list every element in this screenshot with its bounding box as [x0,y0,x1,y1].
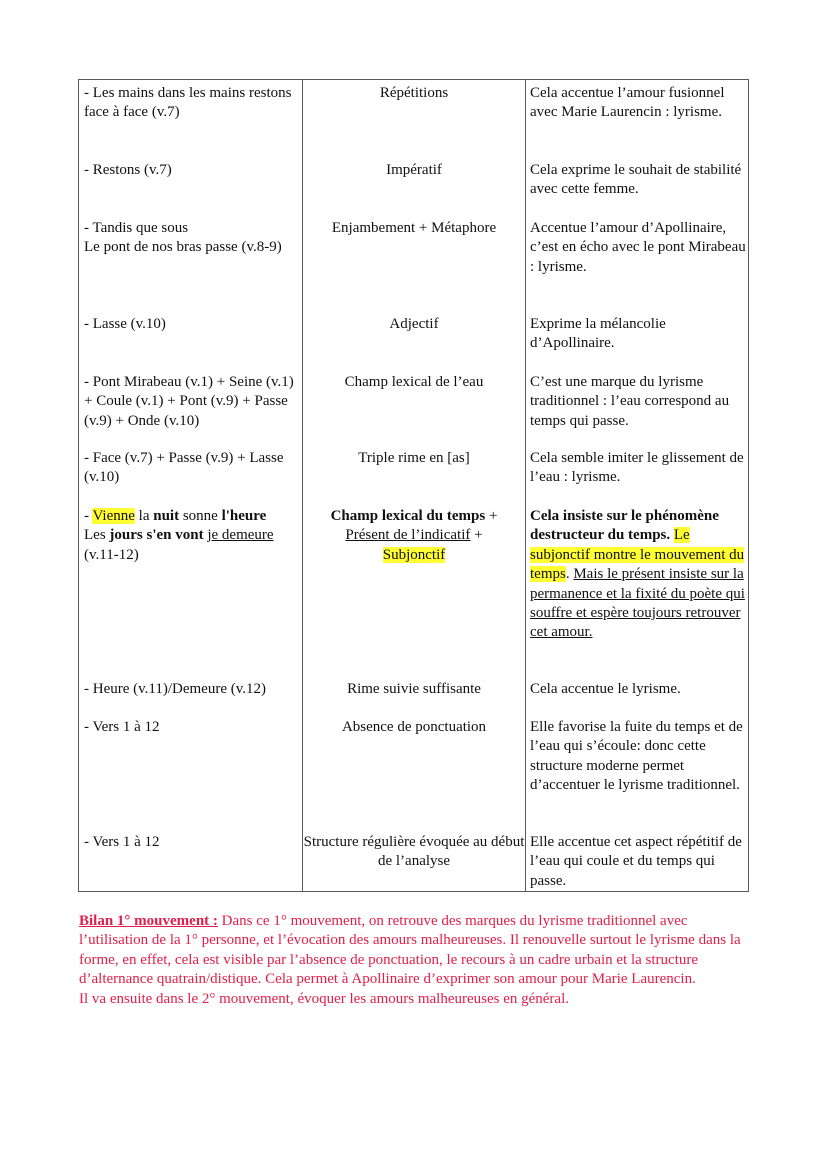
row-3-procede: Enjambement + Métaphore [331,220,497,236]
plus-1: + [485,508,498,524]
highlight-subjonctif: Subjonctif [382,546,446,563]
row-9-procede: Absence de ponctuation [341,719,487,735]
row-3-citation-line-1: - Tandis que sous [84,220,189,236]
text-sonne: sonne [179,508,222,524]
row-3-citation [84,219,298,258]
row-10-citation: - Vers 1 à 12 [84,834,160,850]
row-8-interpretation: Cela accentue le lyrisme. [530,681,681,697]
row-3-citation-line-2: Le pont de nos bras passe (v.8-9) [84,239,282,256]
verse-ref: (v.11-12) [84,546,139,563]
underline-demeure: je demeure [207,527,274,544]
column-divider-2 [525,80,526,891]
row-7-procede [302,507,526,565]
bold-champ-temps: Champ lexical du temps [330,508,486,524]
bilan-paragraph [79,912,759,1009]
text-la: la [134,508,154,524]
row-9-citation: - Vers 1 à 12 [84,719,160,735]
row-5-citation: - Pont Mirabeau (v.1) + Seine (v.1) + Coule (v.1) + Pont (v.9) + Passe (v.9) + Onde (v.10) [84,374,294,429]
bilan-text-2: Il va ensuite dans le 2° mouvement, évoquer les amours malheureuses en général. [79,990,570,1007]
row-2-procede: Impératif [386,162,442,178]
highlight-subjonctif-text: Le subjonctif montre le mouvement du temps [530,527,745,583]
row-3-interpretation: Accentue l’amour d’Apollinaire, c’est en écho avec le pont Mirabeau : lyrisme. [530,220,746,275]
row-2-interpretation: Cela exprime le souhait de stabilité avec cette femme. [530,162,742,198]
row-4-procede: Adjectif [389,316,439,332]
underline-present-text: Mais le présent insiste sur la permanence et la fixité du poète qui souffre et espère toujours retrouver cet amour. [530,566,745,641]
bilan-title: Bilan 1° mouvement : [79,913,218,929]
bold-heure: l'heure [221,508,267,524]
row-10-interpretation: Elle accentue cet aspect répétitif de l’eau qui coule et du temps qui passe. [530,834,742,889]
row-6-citation: - Face (v.7) + Passe (v.9) + Lasse (v.10) [84,450,284,486]
dash: - [84,508,93,524]
row-7-interpretation [530,507,748,643]
bold-nuit: nuit [153,508,180,524]
row-2-citation: - Restons (v.7) [84,162,172,178]
row-1-procede: Répétitions [379,85,449,101]
plus-2: + [470,527,483,544]
row-9-interpretation: Elle favorise la fuite du temps et de l’eau qui s’écoule: donc cette structure moderne permet d’accentuer le lyrisme traditionnel. [530,719,743,794]
analysis-table [78,79,749,892]
bold-jours: jours s'en vont [109,527,204,544]
underline-present: Présent de l’indicatif [345,527,471,544]
row-4-interpretation: Exprime la mélancolie d’Apollinaire. [530,316,666,352]
row-8-citation: - Heure (v.11)/Demeure (v.12) [84,681,266,697]
text-les: Les [84,527,110,544]
column-divider-1 [302,80,303,891]
row-4-citation: - Lasse (v.10) [84,316,166,332]
row-10-procede: Structure régulière évoquée au début de l’analyse [303,834,525,870]
bold-interpretation: Cela insiste sur le phénomène destructeur du temps. [530,508,719,544]
row-5-procede: Champ lexical de l’eau [344,374,484,390]
row-7-citation [84,507,298,565]
row-1-interpretation: Cela accentue l’amour fusionnel avec Marie Laurencin : lyrisme. [530,85,725,121]
highlight-vienne: Vienne [92,508,135,524]
row-6-procede: Triple rime en [as] [358,450,470,466]
row-5-interpretation: C’est une marque du lyrisme traditionnel : l’eau correspond au temps qui passe. [530,374,730,429]
row-8-procede: Rime suivie suffisante [347,681,481,697]
bilan-text: Dans ce 1° mouvement, on retrouve des marques du lyrisme traditionnel avec l’utilisation de la 1° personne, et l’évocation des amours malheureuses. Il renouvelle surtout le lyrisme dans la forme, en effet, cela est visible par l’absence de ponctuation, le recours à un cadre urbain et la structure d’alternance quatrain/distique. Cela permet à Apollinaire d’exprimer son amour pour Marie Laurencin. [79,913,741,988]
row-6-interpretation: Cela semble imiter le glissement de l’eau : lyrisme. [530,450,744,486]
row-1-citation: - Les mains dans les mains restons face à face (v.7) [84,85,292,121]
period: . [565,566,574,583]
